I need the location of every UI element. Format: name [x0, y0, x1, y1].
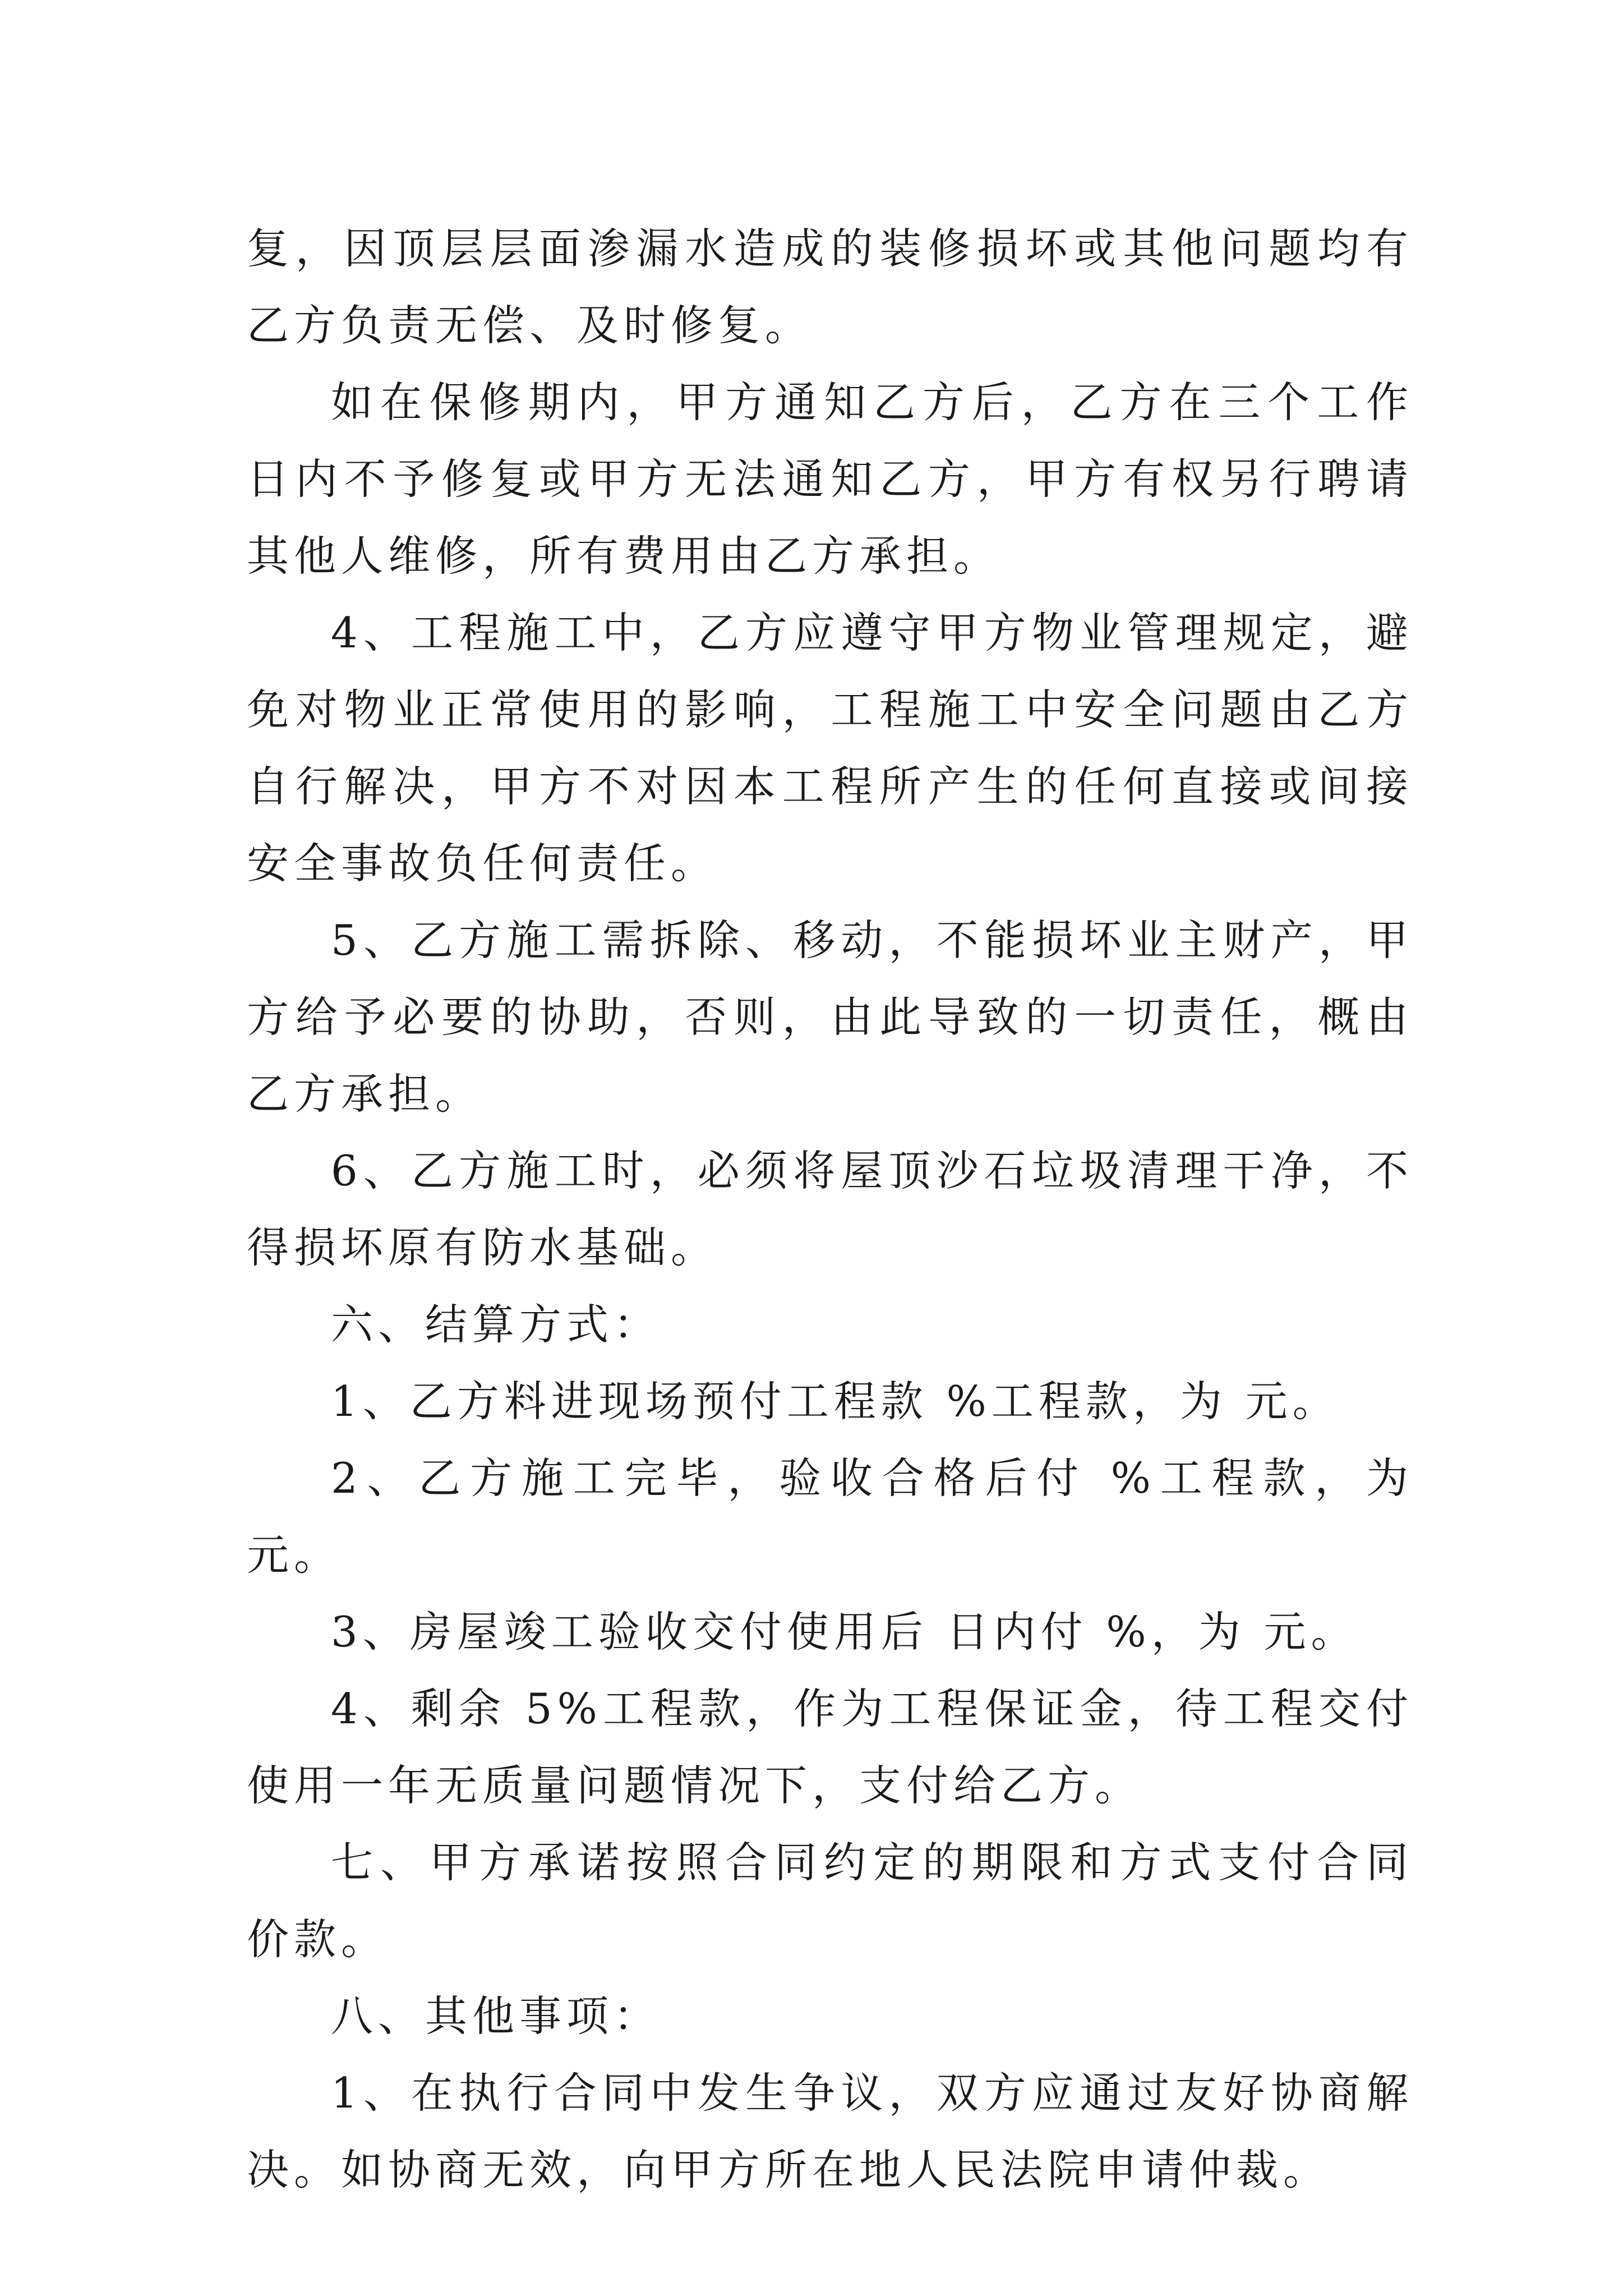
paragraph-settlement-3: 3、房屋竣工验收交付使用后 日内付 %，为 元。	[331, 1607, 1358, 1657]
paragraph-settlement-1: 1、乙方料进现场预付工程款 %工程款，为 元。	[331, 1377, 1340, 1426]
paragraph-clause-6-cleanup: 6、乙方施工时，必须将屋顶沙石垃圾清理干净，不得损坏原有防水基础。	[247, 1146, 1413, 1272]
paragraph-dispute-resolution: 1、在执行合同中发生争议，双方应通过友好协商解决。如协商无效，向甲方所在地人民法院申请仲裁。	[247, 2068, 1413, 2194]
section-heading-other-matters: 八、其他事项：	[331, 1991, 661, 2041]
paragraph-settlement-2: 2、乙方施工完毕，验收合格后付 %工程款，为 元。	[247, 1453, 1413, 1580]
section-heading-payment-promise: 七、甲方承诺按照合同约定的期限和方式支付合同价款。	[247, 1838, 1413, 1964]
document-body	[247, 210, 1413, 2208]
paragraph-clause-5-property: 5、乙方施工需拆除、移动，不能损坏业主财产，甲方给予必要的协助，否则，由此导致的一切责任，概由乙方承担。	[247, 915, 1413, 1119]
paragraph-settlement-4: 4、剩余 5%工程款，作为工程保证金，待工程交付使用一年无质量问题情况下，支付给乙方。	[247, 1684, 1413, 1810]
paragraph-continuation: 复，因顶层层面渗漏水造成的装修损坏或其他问题均有乙方负责无偿、及时修复。	[247, 224, 1413, 350]
paragraph-clause-4-safety: 4、工程施工中，乙方应遵守甲方物业管理规定，避免对物业正常使用的影响，工程施工中安全问题由乙方自行解决，甲方不对因本工程所产生的任何直接或间接安全事故负任何责任。	[247, 608, 1413, 888]
section-heading-settlement: 六、结算方式：	[331, 1300, 661, 1349]
paragraph-warranty-repair: 如在保修期内，甲方通知乙方后，乙方在三个工作日内不予修复或甲方无法通知乙方，甲方有权另行聘请其他人维修，所有费用由乙方承担。	[247, 378, 1413, 581]
